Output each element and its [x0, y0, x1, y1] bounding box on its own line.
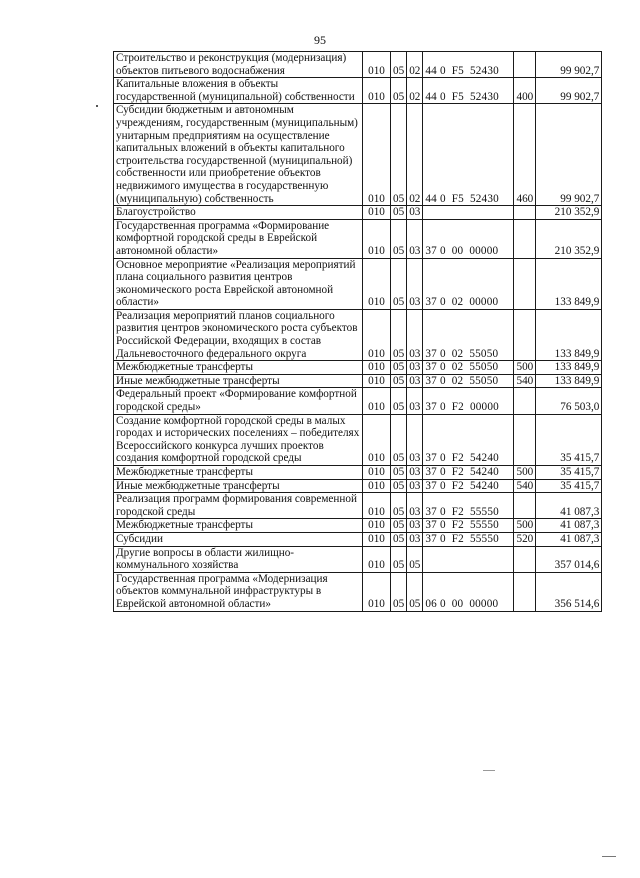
expense-type-code: 460: [514, 104, 536, 206]
amount: 133 849,9: [536, 309, 602, 360]
table-row: [114, 52, 602, 78]
grbs-code: 010: [363, 219, 391, 258]
expense-type-code: 500: [514, 466, 536, 480]
table-row: [114, 519, 602, 533]
row-name: Межбюджетные трансферты: [114, 361, 363, 375]
section-code: 05: [391, 546, 407, 572]
section-code: 05: [391, 388, 407, 414]
row-name: Основное мероприятие «Реализация мероприятий плана социального развития центров экономического роста Еврейской автономной области»: [114, 258, 363, 309]
table-row: [114, 493, 602, 519]
subsection-code: 03: [407, 374, 423, 388]
amount: 41 087,3: [536, 493, 602, 519]
target-article-code: 44 0 F5 52430: [423, 78, 514, 104]
subsection-code: 03: [407, 206, 423, 220]
grbs-code: 010: [363, 309, 391, 360]
amount: 35 415,7: [536, 414, 602, 465]
section-code: 05: [391, 52, 407, 78]
page-number: 95: [314, 33, 326, 47]
expense-type-code: [514, 258, 536, 309]
grbs-code: 010: [363, 361, 391, 375]
row-name: Межбюджетные трансферты: [114, 466, 363, 480]
target-article-code: 37 0 02 00000: [423, 258, 514, 309]
row-name: Иные межбюджетные трансферты: [114, 479, 363, 493]
expense-type-code: 540: [514, 479, 536, 493]
row-name: Реализация программ формирования современной городской среды: [114, 493, 363, 519]
subsection-code: 02: [407, 52, 423, 78]
amount: 356 514,6: [536, 572, 602, 611]
target-article-code: 44 0 F5 52430: [423, 52, 514, 78]
subsection-code: 03: [407, 532, 423, 546]
table-row: [114, 414, 602, 465]
row-name: Государственная программа «Модернизация объектов коммунальной инфраструктуры в Еврейской автономной области»: [114, 572, 363, 611]
subsection-code: 03: [407, 361, 423, 375]
row-name: Иные межбюджетные трансферты: [114, 374, 363, 388]
amount: 76 503,0: [536, 388, 602, 414]
target-article-code: 37 0 02 55050: [423, 374, 514, 388]
grbs-code: 010: [363, 374, 391, 388]
table-row: [114, 219, 602, 258]
amount: 41 087,3: [536, 532, 602, 546]
section-code: 05: [391, 78, 407, 104]
row-name: Благоустройство: [114, 206, 363, 220]
row-name: Субсидии: [114, 532, 363, 546]
amount: 133 849,9: [536, 258, 602, 309]
section-code: 05: [391, 309, 407, 360]
target-article-code: 37 0 F2 55550: [423, 532, 514, 546]
table-row: [114, 361, 602, 375]
grbs-code: 010: [363, 519, 391, 533]
section-code: 05: [391, 466, 407, 480]
row-name: Капитальные вложения в объекты государственной (муниципальной) собственности: [114, 78, 363, 104]
subsection-code: 03: [407, 414, 423, 465]
grbs-code: 010: [363, 258, 391, 309]
table-row: [114, 546, 602, 572]
grbs-code: 010: [363, 104, 391, 206]
expense-type-code: 520: [514, 532, 536, 546]
target-article-code: 37 0 F2 54240: [423, 414, 514, 465]
target-article-code: [423, 206, 514, 220]
target-article-code: [423, 546, 514, 572]
amount: 35 415,7: [536, 466, 602, 480]
section-code: 05: [391, 532, 407, 546]
target-article-code: 37 0 F2 55550: [423, 493, 514, 519]
subsection-code: 03: [407, 309, 423, 360]
amount: 99 902,7: [536, 78, 602, 104]
amount: 133 849,9: [536, 374, 602, 388]
expense-type-code: [514, 206, 536, 220]
scan-mark: [483, 770, 495, 771]
section-code: 05: [391, 206, 407, 220]
target-article-code: 37 0 02 55050: [423, 309, 514, 360]
subsection-code: 03: [407, 219, 423, 258]
expense-type-code: 400: [514, 78, 536, 104]
row-name: Другие вопросы в области жилищно-коммунального хозяйства: [114, 546, 363, 572]
section-code: 05: [391, 493, 407, 519]
table-row: [114, 78, 602, 104]
amount: 133 849,9: [536, 361, 602, 375]
table-row: [114, 104, 602, 206]
section-code: 05: [391, 219, 407, 258]
subsection-code: 03: [407, 519, 423, 533]
table-row: [114, 309, 602, 360]
grbs-code: 010: [363, 479, 391, 493]
amount: 99 902,7: [536, 52, 602, 78]
row-name: Строительство и реконструкция (модернизация) объектов питьевого водоснабжения: [114, 52, 363, 78]
grbs-code: 010: [363, 414, 391, 465]
expense-type-code: [514, 493, 536, 519]
expense-type-code: 540: [514, 374, 536, 388]
table-row: [114, 532, 602, 546]
table-row: [114, 258, 602, 309]
subsection-code: 03: [407, 479, 423, 493]
target-article-code: 44 0 F5 52430: [423, 104, 514, 206]
row-name: Межбюджетные трансферты: [114, 519, 363, 533]
target-article-code: 06 0 00 00000: [423, 572, 514, 611]
target-article-code: 37 0 F2 54240: [423, 466, 514, 480]
grbs-code: 010: [363, 78, 391, 104]
subsection-code: 03: [407, 493, 423, 519]
section-code: 05: [391, 104, 407, 206]
target-article-code: 37 0 F2 55550: [423, 519, 514, 533]
row-name: Государственная программа «Формирование комфортной городской среды в Еврейской автономной области»: [114, 219, 363, 258]
grbs-code: 010: [363, 572, 391, 611]
row-name: Реализация мероприятий планов социального развития центров экономического роста субъектов Российской Федерации, входящих в состав Дальневосточного федерального округа: [114, 309, 363, 360]
expense-type-code: [514, 219, 536, 258]
section-code: 05: [391, 361, 407, 375]
grbs-code: 010: [363, 493, 391, 519]
section-code: 05: [391, 519, 407, 533]
expense-type-code: [514, 572, 536, 611]
amount: 210 352,9: [536, 219, 602, 258]
expense-type-code: 500: [514, 361, 536, 375]
expense-type-code: 500: [514, 519, 536, 533]
scan-mark: [96, 105, 98, 107]
amount: 210 352,9: [536, 206, 602, 220]
grbs-code: 010: [363, 388, 391, 414]
table-body: [114, 52, 602, 612]
table-row: [114, 479, 602, 493]
amount: 357 014,6: [536, 546, 602, 572]
amount: 41 087,3: [536, 519, 602, 533]
target-article-code: 37 0 F2 00000: [423, 388, 514, 414]
subsection-code: 05: [407, 572, 423, 611]
subsection-code: 05: [407, 546, 423, 572]
subsection-code: 03: [407, 388, 423, 414]
table-row: [114, 374, 602, 388]
section-code: 05: [391, 414, 407, 465]
target-article-code: 37 0 00 00000: [423, 219, 514, 258]
subsection-code: 03: [407, 258, 423, 309]
expense-type-code: [514, 414, 536, 465]
table-row: [114, 572, 602, 611]
target-article-code: 37 0 02 55050: [423, 361, 514, 375]
grbs-code: 010: [363, 466, 391, 480]
table-row: [114, 388, 602, 414]
grbs-code: 010: [363, 206, 391, 220]
scan-mark: [602, 856, 616, 857]
expense-type-code: [514, 388, 536, 414]
grbs-code: 010: [363, 532, 391, 546]
target-article-code: 37 0 F2 54240: [423, 479, 514, 493]
section-code: 05: [391, 374, 407, 388]
row-name: Федеральный проект «Формирование комфортной городской среды»: [114, 388, 363, 414]
table-row: [114, 206, 602, 220]
amount: 35 415,7: [536, 479, 602, 493]
subsection-code: 02: [407, 104, 423, 206]
grbs-code: 010: [363, 546, 391, 572]
subsection-code: 03: [407, 466, 423, 480]
row-name: Создание комфортной городской среды в малых городах и исторических поселениях – победителях Всероссийского конкурса лучших проектов создания комфортной городской среды: [114, 414, 363, 465]
table-row: [114, 466, 602, 480]
budget-table: [113, 51, 602, 612]
grbs-code: 010: [363, 52, 391, 78]
amount: 99 902,7: [536, 104, 602, 206]
section-code: 05: [391, 572, 407, 611]
section-code: 05: [391, 258, 407, 309]
expense-type-code: [514, 546, 536, 572]
subsection-code: 02: [407, 78, 423, 104]
row-name: Субсидии бюджетным и автономным учреждениям, государственным (муниципальным) унитарным предприятиям на осуществление капитальных вложений в объекты капитального строительства государственной (муниципальной) собственности или приобретение объектов недвижимого имущества в государственную (муниципальную) собственность: [114, 104, 363, 206]
section-code: 05: [391, 479, 407, 493]
expense-type-code: [514, 309, 536, 360]
expense-type-code: [514, 52, 536, 78]
